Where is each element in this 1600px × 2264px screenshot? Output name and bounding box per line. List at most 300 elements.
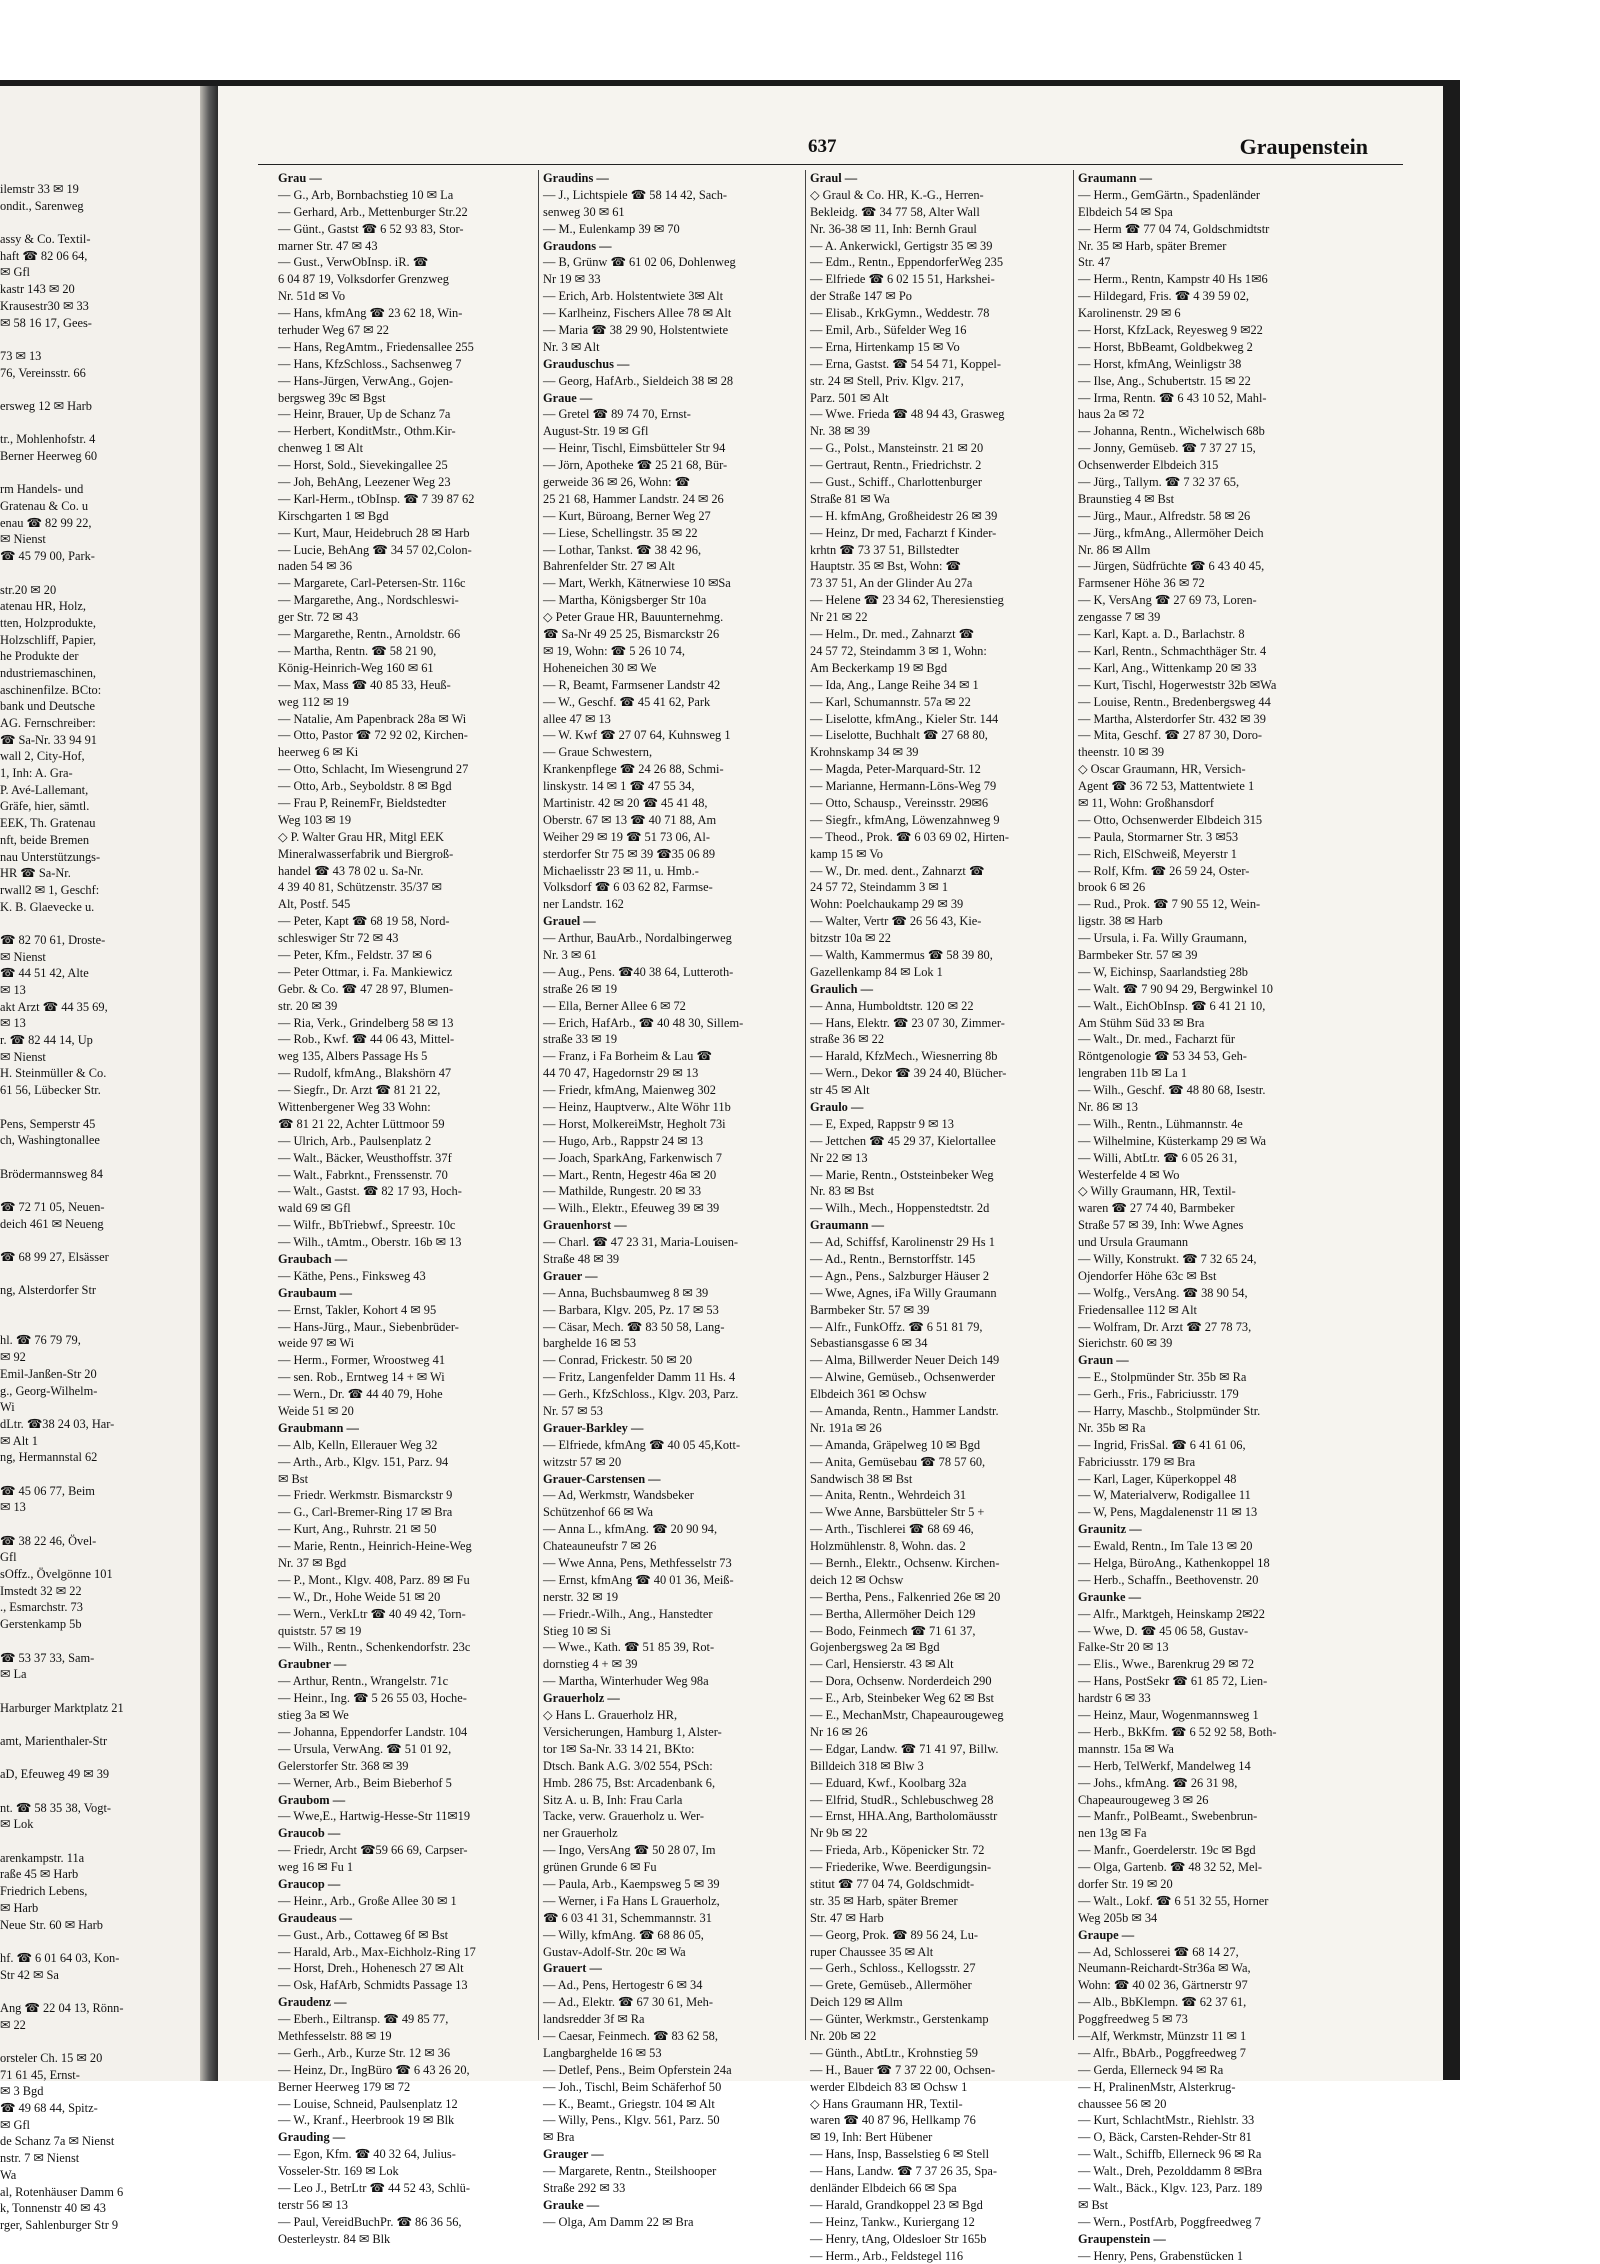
directory-entry-line (0, 915, 198, 932)
directory-entry-line: — Erich, Arb. Holstentwiete 3✉ Alt (543, 289, 724, 304)
directory-entry-line (0, 1683, 198, 1700)
surname-heading: Grauduschus — (543, 356, 630, 371)
directory-entry-line: — Werner, Arb., Beim Bieberhof 5 (278, 1775, 452, 1790)
directory-entry-line: AG. Fernschreiber: (0, 716, 96, 730)
directory-entry-line: Neue Str. 60 ✉ Harb (0, 1917, 103, 1932)
directory-entry-line: ◇ Graul & Co. HR, K.-G., Herren- (810, 187, 984, 202)
directory-entry-line: weg 112 ✉ 19 (278, 694, 349, 709)
directory-entry-line: — Heinz, Maur, Wogenmannsweg 1 (1078, 1708, 1259, 1723)
directory-entry-line: — Wwe Anna, Pens, Methfesselstr 73 (543, 1556, 732, 1571)
directory-entry-line: — Gust., VerwObInsp. iR. ☎ (278, 255, 429, 270)
directory-entry-line: ✉ Harb (0, 1900, 39, 1915)
surname-heading: Graunke — (1078, 1589, 1141, 1604)
directory-entry-line: Am Stühm Süd 33 ✉ Bra (1078, 1015, 1205, 1030)
directory-entry-line: — Willi, AbtLtr. ☎ 6 05 26 31, (1078, 1150, 1238, 1165)
directory-entry-line: — O, Bäck, Carsten-Rehder-Str 81 (1078, 2130, 1252, 2145)
directory-entry-line: weg 135, Albers Passage Hs 5 (278, 1049, 428, 1064)
directory-entry-line: — Louise, Rentn., Bredenbergsweg 44 (1078, 694, 1271, 709)
directory-entry-line: Weg 103 ✉ 19 (278, 812, 352, 827)
directory-entry-line: ✉ 11, Wohn: Großhansdorf (1078, 795, 1215, 810)
directory-entry-line: — Elisab., KrkGymn., Weddestr. 78 (810, 306, 990, 321)
directory-entry-line: he Produkte der (0, 649, 79, 664)
directory-entry-line: — Jürg., Tallym. ☎ 7 32 37 65, (1078, 475, 1240, 490)
directory-entry-line: ruper Chaussee 35 ✉ Alt (810, 1944, 934, 1959)
directory-entry-line: — G., Arb, Bornbachstieg 10 ✉ La (278, 187, 454, 202)
directory-entry-line (0, 1316, 198, 1333)
directory-entry-line: hardstr 6 ✉ 33 (1078, 1691, 1151, 1706)
directory-entry-line: rwall2 ✉ 1, Geschf: (0, 882, 100, 897)
directory-entry-line: ersweg 12 ✉ Harb (0, 398, 92, 413)
directory-entry-line: str 45 ✉ Alt (810, 1083, 870, 1098)
directory-entry-line: straße 36 ✉ 22 (810, 1032, 885, 1047)
directory-entry-line: — Carl, Hensierstr. 43 ✉ Alt (810, 1657, 954, 1672)
directory-entry-line: terhuder Weg 67 ✉ 22 (278, 323, 390, 338)
directory-entry-line: — Bodo, Feinmech ☎ 71 61 37, (810, 1623, 976, 1638)
directory-entry-line: krhtn ☎ 73 37 51, Billstedter (810, 542, 959, 557)
directory-entry-line: — Herb, TelWerkf, Mandelweg 14 (1078, 1758, 1251, 1773)
directory-entry-line: — Gerh., Schloss., Kellogsstr. 27 (810, 1961, 976, 1976)
directory-entry-line: — Herm ☎ 77 04 74, Goldschmidtstr (1078, 221, 1270, 236)
surname-heading: Grauel — (543, 914, 596, 929)
directory-entry-line: — Ernst, HHA.Ang, Bartholomäusstr (810, 1809, 998, 1824)
directory-entry-line: Martinistr. 42 ✉ 20 ☎ 45 41 48, (543, 795, 708, 810)
directory-entry-line: — Käthe, Pens., Finksweg 43 (278, 1268, 426, 1283)
directory-entry-line: — Martha, Königsberger Str 10a (543, 593, 707, 608)
directory-entry-line (0, 1716, 198, 1733)
directory-entry-line: Straße 292 ✉ 33 (543, 2180, 626, 2195)
directory-entry-line: August-Str. 19 ✉ Gfl (543, 424, 649, 439)
directory-entry-line: dLtr. ☎38 24 03, Har- (0, 1416, 115, 1431)
directory-entry-line: Kirschgarten 1 ✉ Bgd (278, 508, 389, 523)
directory-entry-line: ☎ 72 71 05, Neuen- (0, 1199, 105, 1214)
directory-entry-line: — Olga, Gartenb. ☎ 48 32 52, Mel- (1078, 1860, 1263, 1875)
directory-entry-line: — Liselotte, Buchhalt ☎ 27 68 80, (810, 728, 988, 743)
directory-entry-line: — Cäsar, Mech. ☎ 83 50 58, Lang- (543, 1319, 725, 1334)
directory-entry-line: ✉ 19, Wohn: ☎ 5 26 10 74, (543, 643, 685, 658)
directory-entry-line: — Irma, Rentn. ☎ 6 43 10 52, Mahl- (1078, 390, 1267, 405)
directory-entry-line: Nr 22 ✉ 13 (810, 1150, 868, 1165)
directory-entry-line: ☎ 49 68 44, Spitz- (0, 2101, 98, 2116)
directory-entry-line: — Johanna, Eppendorfer Landstr. 104 (278, 1724, 468, 1739)
directory-entry-line: haft ☎ 82 06 64, (0, 248, 88, 263)
directory-entry-line: — Heinr, Brauer, Up de Schanz 7a (278, 407, 451, 422)
directory-entry-line: Stieg 10 ✉ Si (543, 1623, 611, 1638)
directory-entry-line: — Friedr. Werkmstr. Bismarckstr 9 (278, 1488, 453, 1503)
directory-entry-line: Straße 57 ✉ 39, Inh: Wwe Agnes (1078, 1218, 1244, 1233)
directory-entry-line: — Kurt, Ang., Ruhrstr. 21 ✉ 50 (278, 1522, 437, 1537)
directory-entry-line: heerweg 6 ✉ Ki (278, 745, 359, 760)
surname-heading: Grauer — (543, 1268, 598, 1283)
directory-entry-line: ., Esmarchstr. 73 (0, 1600, 83, 1615)
directory-entry-line (0, 1266, 198, 1283)
directory-entry-line: — Wilh., Mech., Hoppenstedtstr. 2d (810, 1201, 990, 1216)
surname-heading: Graubach — (278, 1252, 348, 1266)
directory-entry-line: — Henry, Pens, Grabenstücken 1 (1078, 2248, 1244, 2263)
directory-entry-line: — Wwe. Frieda ☎ 48 94 43, Grasweg (810, 407, 1005, 422)
directory-entry-line: — Joach, SparkAng, Farkenwisch 7 (543, 1150, 722, 1165)
directory-entry-line: Neumann-Reichardt-Str36a ✉ Wa, (1078, 1961, 1251, 1976)
surname-heading: Graun — (1078, 1353, 1129, 1368)
directory-entry-line: Nr 19 ✉ 33 (543, 272, 601, 287)
directory-entry-line: tr., Mohlenhofstr. 4 (0, 432, 96, 447)
directory-entry-line: — Herbert, KonditMstr., Othm.Kir- (278, 424, 456, 439)
directory-entry-line: HR ☎ Sa-Nr. (0, 866, 71, 881)
directory-entry-line (0, 1833, 198, 1850)
directory-entry-line: — W, Eichinsp, Saarlandstieg 28b (1078, 964, 1249, 979)
directory-entry-line: — Louise, Schneid, Paulsenplatz 12 (278, 2096, 458, 2111)
directory-entry-line: hf. ☎ 6 01 64 03, Kon- (0, 1950, 120, 1965)
directory-entry-line: dornstieg 4 + ✉ 39 (543, 1657, 638, 1672)
directory-entry-line: — Georg, HafArb., Sieldeich 38 ✉ 28 (543, 373, 734, 388)
directory-entry-line: ☎ 81 21 22, Achter Lüttmoor 59 (278, 1116, 445, 1131)
directory-entry-line: Nr. 20b ✉ 22 (810, 2028, 877, 2043)
directory-entry-line (0, 1099, 198, 1116)
directory-entry-line: Holzschliff, Papier, (0, 632, 96, 647)
directory-entry-line: — Heinz, Hauptverw., Alte Wöhr 11b (543, 1099, 731, 1114)
directory-entry-line: aD, Efeuweg 49 ✉ 39 (0, 1767, 110, 1782)
directory-entry-line: straße 33 ✉ 19 (543, 1032, 618, 1047)
directory-entry-line: 1, Inh: A. Gra- (0, 766, 73, 781)
directory-entry-line: — Wwe, D. ☎ 45 06 58, Gustav- (1078, 1623, 1249, 1638)
directory-entry-line: — Charl. ☎ 47 23 31, Maria-Louisen- (543, 1235, 739, 1250)
directory-entry-line: — Ulrich, Arb., Paulsenplatz 2 (278, 1133, 432, 1148)
surname-heading: Graucop — (278, 1876, 341, 1891)
surname-heading: Grauger — (543, 2147, 604, 2162)
surname-heading: Graulo — (810, 1099, 864, 1114)
directory-entry-line: — Karl, Schumannstr. 57a ✉ 22 (810, 694, 971, 709)
directory-entry-line: str. 24 ✉ Stell, Priv. Klgv. 217, (810, 373, 964, 388)
directory-entry-line: — Karl, Rentn., Schmachthäger Str. 4 (1078, 643, 1267, 658)
directory-entry-line: de Schanz 7a ✉ Nienst (0, 2134, 115, 2149)
directory-entry-line: grünen Grunde 6 ✉ Fu (543, 1860, 657, 1875)
directory-entry-line: — Mart, Werkh, Kätnerwiese 10 ✉Sa (543, 576, 731, 591)
directory-entry-line: Bekleidg. ☎ 34 77 58, Alter Wall (810, 204, 980, 219)
directory-entry-line: — Olga, Am Damm 22 ✉ Bra (543, 2214, 694, 2229)
directory-entry-line: ✉ Alt 1 (0, 1433, 38, 1448)
directory-entry-line: Weiher 29 ✉ 19 ☎ 51 73 06, Al- (543, 829, 710, 844)
directory-entry-line: Nr. 86 ✉ 13 (1078, 1099, 1138, 1114)
directory-entry-line: — W, Pens, Magdalenenstr 11 ✉ 13 (1078, 1505, 1258, 1520)
directory-entry-line: bank und Deutsche (0, 699, 95, 714)
directory-entry-line: — Wwe Anne, Barsbütteler Str 5 + (810, 1505, 985, 1520)
directory-entry-line: hl. ☎ 76 79 79, (0, 1333, 81, 1348)
directory-entry-line (0, 331, 198, 348)
directory-entry-line: — Walt., Bäcker, Weusthoffstr. 37f (278, 1150, 452, 1165)
directory-entry-line: Nr. 38 ✉ 39 (810, 424, 870, 439)
directory-entry-line: — Liselotte, kfmAng., Kieler Str. 144 (810, 711, 999, 726)
directory-entry-line: — Günt., Gastst ☎ 6 52 93 83, Stor- (278, 221, 464, 236)
directory-entry-line: Chateaunеufstr 7 ✉ 26 (543, 1539, 657, 1554)
directory-entry-line: — H. kfmAng, Großheidestr 26 ✉ 39 (810, 508, 998, 523)
directory-entry-line: assy & Co. Textil- (0, 232, 91, 247)
directory-entry-line: — Edm., Rentn., EppendorferWeg 235 (810, 255, 1004, 270)
directory-entry-line: — Kurt, Tischl, Hogerweststr 32b ✉Wa (1078, 677, 1277, 692)
directory-entry-line: Str 42 ✉ Sa (0, 1967, 59, 1982)
directory-entry-line: — Wilh., Rentn., Schenkendorfstr. 23c (278, 1640, 471, 1655)
directory-entry-line: — Peter, Kapt ☎ 68 19 58, Nord- (278, 914, 450, 929)
directory-entry-line: senweg 30 ✉ 61 (543, 204, 625, 219)
directory-entry-line: — W., Dr., Hohe Weide 51 ✉ 20 (278, 1589, 441, 1604)
directory-entry-line: — Heinz, Dr., IngBüro ☎ 6 43 26 20, (278, 2062, 470, 2077)
directory-entry-line: — G., Polst., Mansteinstr. 21 ✉ 20 (810, 441, 984, 456)
directory-entry-line: — Friedr.-Wilh., Ang., Hanstedter (543, 1606, 713, 1621)
directory-entry-line: — Manfr., PolBeamt., Swebenbrun- (1078, 1809, 1258, 1824)
directory-entry-line: 73 ✉ 13 (0, 348, 42, 363)
directory-entry-line: — Rob., Kwf. ☎ 44 06 43, Mittel- (278, 1032, 455, 1047)
directory-entry-line: chenweg 1 ✉ Alt (278, 441, 364, 456)
directory-entry-line: Bahrenfelder Str. 27 ✉ Alt (543, 559, 675, 574)
column-divider (1073, 170, 1074, 2040)
directory-entry-line: — Fritz, Langenfelder Damm 11 Hs. 4 (543, 1370, 736, 1385)
surname-heading: Graupe — (1078, 1927, 1135, 1942)
directory-entry-line: Langbarghelde 16 ✉ 53 (543, 2045, 662, 2060)
directory-entry-line (0, 1466, 198, 1483)
directory-entry-line: 24 57 72, Steindamm 3 ✉ 1, Wohn: (810, 643, 987, 658)
directory-entry-line: Holzmühlenstr. 8, Wohn. das. 2 (810, 1539, 966, 1554)
directory-entry-line: k, Tonnenstr 40 ✉ 43 (0, 2201, 106, 2216)
directory-entry-line: Deich 129 ✉ Allm (810, 1995, 903, 2010)
directory-entry-line: — Martha, Alsterdorfer Str. 432 ✉ 39 (1078, 711, 1266, 726)
directory-entry-line: stitut ☎ 77 04 74, Goldschmidt- (810, 1876, 975, 1891)
directory-entry-line: ger Str. 72 ✉ 43 (278, 610, 359, 625)
directory-entry-line: — Hugo, Arb., Rappstr 24 ✉ 13 (543, 1133, 704, 1148)
directory-entry-line: — Karl, Lager, Küperkoppel 48 (1078, 1471, 1237, 1486)
directory-entry-line: — Helm., Dr. med., Zahnarzt ☎ (810, 627, 975, 642)
directory-entry-line: — Herm., Former, Wroostweg 41 (278, 1353, 446, 1368)
directory-entry-line: kamp 15 ✉ Vo (810, 846, 883, 861)
directory-entry-line: ✉ Nienst (0, 949, 46, 964)
directory-entry-line: — E., MechanMstr, Chapeaurougeweg (810, 1708, 1004, 1723)
directory-entry-line: — Walt., Schiffb, Ellerneck 96 ✉ Ra (1078, 2147, 1262, 2162)
directory-entry-line: Straße 48 ✉ 39 (543, 1252, 620, 1266)
directory-entry-line: — Johanna, Rentn., Wichelwisch 68b (1078, 424, 1265, 439)
directory-entry-line: ✉ Bst (1078, 2197, 1109, 2212)
directory-entry-line: Röntgenologie ☎ 53 34 53, Geh- (1078, 1049, 1247, 1064)
directory-entry-line: — Karl-Herm., tObInsp. ☎ 7 39 87 62 (278, 491, 475, 506)
directory-entry-line: Falke-Str 20 ✉ 13 (1078, 1640, 1169, 1655)
directory-entry-line: — Johs., kfmAng. ☎ 26 31 98, (1078, 1775, 1238, 1790)
directory-entry-line: — Harald, Grandkoppel 23 ✉ Bgd (810, 2197, 983, 2212)
directory-entry-line: — Wwe, Agnes, iFa Willy Graumann (810, 1285, 997, 1300)
directory-entry-line: ☎ 68 99 27, Elsässer (0, 1250, 109, 1264)
directory-entry-line: ligstr. 38 ✉ Harb (1078, 914, 1163, 929)
directory-entry-line: Nr. 35 ✉ Harb, später Bremer (1078, 238, 1227, 253)
directory-entry-line: — K, VersAng ☎ 27 69 73, Loren- (1078, 593, 1257, 608)
directory-entry-line: — Otto, Schlacht, Im Wiesengrund 27 (278, 762, 469, 777)
directory-entry-line: ☎ 6 03 41 31, Schemmannstr. 31 (543, 1910, 712, 1925)
directory-entry-line: — Peter, Kfm., Feldstr. 37 ✉ 6 (278, 947, 432, 962)
directory-entry-line: — Heinr., Ing. ☎ 5 26 55 03, Hoche- (278, 1691, 467, 1706)
directory-entry-line: — Walt., Dreh, Pezolddamm 8 ✉Bra (1078, 2164, 1262, 2179)
directory-entry-line: — Walter, Vertr ☎ 26 56 43, Kie- (810, 914, 982, 929)
directory-entry-line: ✉ Lok (0, 1817, 34, 1832)
directory-entry-line: Michaelisstr 23 ✉ 11, u. Hmb.- (543, 863, 699, 878)
directory-entry-line: r. ☎ 82 44 14, Up (0, 1033, 93, 1048)
directory-entry-line: — W. Kwf ☎ 27 07 64, Kuhnsweg 1 (543, 728, 731, 743)
directory-entry-line: ✉ 92 (0, 1350, 26, 1365)
directory-entry-line: Wohn: Poelchaukamp 29 ✉ 39 (810, 897, 964, 912)
surname-heading: Graucob — (278, 1826, 341, 1841)
directory-entry-line: — Hans, PostSekr ☎ 61 85 72, Lien- (1078, 1674, 1268, 1689)
directory-entry-line: — Natalie, Am Papenbrack 28a ✉ Wi (278, 711, 467, 726)
directory-entry-line: — Gust., Arb., Cottaweg 6f ✉ Bst (278, 1927, 449, 1942)
directory-entry-line: — Friederike, Wwe. Beerdigungsin- (810, 1860, 992, 1875)
directory-entry-line: — W., Geschf. ☎ 45 41 62, Park (543, 694, 711, 709)
directory-entry-line: Agent ☎ 36 72 53, Mattentwiete 1 (1078, 779, 1255, 794)
directory-entry-line: — Elfrid, StudR., Schlebuschweg 28 (810, 1792, 994, 1807)
directory-entry-line: ch, Washingtonallee (0, 1133, 100, 1148)
directory-entry-line: — Arthur, Rentn., Wrangelstr. 71c (278, 1674, 449, 1689)
directory-entry-line: Oberstr. 67 ✉ 13 ☎ 40 71 88, Am (543, 812, 717, 827)
directory-entry-line (0, 1232, 198, 1249)
directory-entry-line: Volksdorf ☎ 6 03 62 82, Farmse- (543, 880, 713, 895)
directory-entry-line (0, 415, 198, 432)
directory-entry-line: amt, Marienthaler-Str (0, 1733, 108, 1748)
directory-entry-line: K. B. Glaevecke u. (0, 899, 95, 914)
directory-entry-line: — Ilse, Ang., Schubertstr. 15 ✉ 22 (1078, 373, 1251, 388)
directory-entry-line: — Erna, Hirtenkamp 15 ✉ Vo (810, 339, 960, 354)
directory-entry-line: Dtsch. Bank A.G. 3/02 554, PSch: (543, 1758, 713, 1773)
directory-entry-line: — Heinz, Dr med, Facharzt f Kinder- (810, 525, 997, 540)
directory-entry-line: — Edgar, Landw. ☎ 71 41 97, Billw. (810, 1741, 999, 1756)
directory-entry-line: — Hans, Elektr. ☎ 23 07 30, Zimmer- (810, 1015, 1005, 1030)
directory-entry-line: Gratenau & Co. u (0, 499, 89, 514)
directory-entry-line: Parz. 501 ✉ Alt (810, 390, 889, 405)
directory-entry-line: — Mita, Geschf. ☎ 27 87 30, Doro- (1078, 728, 1263, 743)
directory-entry-line: ✉ Gfl (0, 265, 30, 280)
directory-entry-line: — Ad., Elektr. ☎ 67 30 61, Meh- (543, 1995, 713, 2010)
directory-entry-line (0, 1983, 198, 2000)
directory-entry-line: — A. Ankerwickl, Gertigstr 35 ✉ 39 (810, 238, 993, 253)
column-divider (805, 170, 806, 2040)
directory-entry-line: — Herm., Arb., Feldstegel 116 (810, 2248, 964, 2263)
directory-entry-line: Emil-Janßen-Str 20 (0, 1366, 97, 1381)
directory-entry-line: — Gerh., KfzSchloss., Klgv. 203, Parz. (543, 1387, 739, 1402)
directory-entry-line: ✉ 58 16 17, Gees- (0, 315, 92, 330)
directory-entry-line: — Theod., Prok. ☎ 6 03 69 02, Hirten- (810, 829, 1009, 844)
directory-entry-line: — Marie, Rentn., Heinrich-Heine-Weg (278, 1539, 472, 1554)
directory-entry-line: — Wilh., tAmtm., Oberstr. 16b ✉ 13 (278, 1235, 462, 1250)
directory-entry-line: marner Str. 47 ✉ 43 (278, 238, 378, 253)
directory-column-4 (1078, 170, 1336, 2264)
directory-entry-line: — Frau P, ReinemFr, Bieldstedter (278, 795, 447, 810)
surname-heading: Graue — (543, 390, 593, 405)
directory-entry-line: — Dora, Ochsenw. Norderdeich 290 (810, 1674, 992, 1689)
directory-entry-line: — Wwe., Kath. ☎ 51 85 39, Rot- (543, 1640, 715, 1655)
directory-entry-line: bitzstr 10a ✉ 22 (810, 931, 891, 946)
directory-entry-line: — Ria, Verk., Grindelberg 58 ✉ 13 (278, 1015, 454, 1030)
directory-entry-line: — Osk, HafArb, Schmidts Passage 13 (278, 1978, 468, 1993)
directory-entry-line: — Leo J., BetrLtr ☎ 44 52 43, Schlü- (278, 2180, 470, 2195)
directory-entry-line: — Amanda, Gräpelweg 10 ✉ Bgd (810, 1437, 981, 1452)
directory-entry-line: — Friedr, Archt ☎59 66 69, Carpser- (278, 1843, 468, 1858)
directory-entry-line: — Caesar, Feinmech. ☎ 83 62 58, (543, 2028, 718, 2043)
directory-entry-line: — Rudolf, kfmAng., Blakshörn 47 (278, 1066, 452, 1081)
directory-entry-line: — Jonny, Gemüseb. ☎ 7 37 27 15, (1078, 441, 1256, 456)
directory-entry-line: raße 45 ✉ Harb (0, 1867, 79, 1882)
directory-entry-line: ndustriemaschinen, (0, 665, 97, 680)
directory-entry-line (0, 2033, 198, 2050)
directory-entry-line: Gazellenkamp 84 ✉ Lok 1 (810, 964, 943, 979)
directory-entry-line: — Karl, Ang., Wittenkamp 20 ✉ 33 (1078, 660, 1257, 675)
directory-entry-line: Schützenhof 66 ✉ Wa (543, 1505, 653, 1520)
directory-entry-line: — Herb., Schaffn., Beethovenstr. 20 (1078, 1572, 1259, 1587)
directory-entry-line: — Ursula, VerwAng. ☎ 51 01 92, (278, 1741, 452, 1756)
directory-entry-line: — Agn., Pens., Salzburger Häuser 2 (810, 1268, 990, 1283)
directory-entry-line: — Arth., Tischlerei ☎ 68 69 46, (810, 1522, 974, 1537)
directory-entry-line: handel ☎ 43 78 02 u. Sa-Nr. (278, 863, 424, 878)
directory-entry-line: — Elfriede ☎ 6 02 15 51, Harkshei- (810, 272, 995, 287)
directory-entry-line: — Manfr., Goerdelerstr. 19c ✉ Bgd (1078, 1843, 1256, 1858)
directory-entry-line: — Kurt, SchlachtMstr., Riehlstr. 33 (1078, 2113, 1255, 2128)
directory-entry-line: stieg 3a ✉ We (278, 1708, 349, 1723)
directory-entry-line: Friedrich Lebens, (0, 1884, 88, 1899)
directory-entry-line: — Gerh., Fris., Fabriciusstr. 179 (1078, 1387, 1239, 1402)
directory-entry-line: — Margarethe, Ang., Nordschleswi- (278, 593, 459, 608)
directory-entry-line: der Straße 147 ✉ Po (810, 289, 912, 304)
directory-entry-line: — Helga, BüroAng., Kathenkoppel 18 (1078, 1556, 1270, 1571)
directory-entry-line: ng, Hermannstal 62 (0, 1450, 98, 1465)
directory-entry-line: — Jürgen, Südfrüchte ☎ 6 43 40 45, (1078, 559, 1265, 574)
directory-entry-line: — Ad, Werkmstr, Wandsbeker (543, 1488, 694, 1503)
directory-entry-line: ☎ 45 06 77, Beim (0, 1483, 95, 1498)
directory-entry-line: witzstr 57 ✉ 20 (543, 1454, 622, 1469)
directory-entry-line: Barmbeker Str. 57 ✉ 39 (1078, 947, 1198, 962)
directory-entry-line: str.20 ✉ 20 (0, 582, 57, 597)
directory-entry-line: — Wern., VerkLtr ☎ 40 49 42, Torn- (278, 1606, 466, 1621)
directory-entry-line: — Arth., Arb., Klgv. 151, Parz. 94 (278, 1454, 449, 1469)
directory-entry-line: — Mathilde, Rungestr. 20 ✉ 33 (543, 1184, 702, 1199)
directory-entry-line: Str. 47 (1078, 255, 1111, 270)
directory-entry-line: Nr. 86 ✉ Allm (1078, 542, 1151, 557)
directory-entry-line: — Wern., Dr. ☎ 44 40 79, Hohe (278, 1387, 443, 1402)
directory-entry-line: — Frieda, Arb., Köpenicker Str. 72 (810, 1843, 985, 1858)
directory-entry-line: atenau HR, Holz, (0, 599, 87, 614)
surname-heading: Graupenstein — (1078, 2231, 1166, 2246)
directory-entry-line: — Paula, Arb., Kaempsweg 5 ✉ 39 (543, 1876, 720, 1891)
directory-entry-line: ✉ 19, Inh: Bert Hübener (810, 2130, 933, 2145)
directory-entry-line: ilemstr 33 ✉ 19 (0, 182, 79, 196)
directory-entry-line: Wittenbergener Weg 33 Wohn: (278, 1099, 431, 1114)
directory-entry-line: Wa (0, 2167, 17, 2182)
directory-entry-line: — Detlef, Pens., Beim Opferstein 24a (543, 2062, 732, 2077)
directory-entry-line: — Wern., Dekor ☎ 39 24 40, Blücher- (810, 1066, 1007, 1081)
directory-entry-line: nau Unterstützungs- (0, 849, 101, 864)
directory-entry-line: — Bernh., Elektr., Ochsenw. Kirchen- (810, 1556, 1000, 1571)
directory-entry-line: 44 70 47, Hagedornstr 29 ✉ 13 (543, 1066, 699, 1081)
directory-entry-line: — Ella, Berner Allee 6 ✉ 72 (543, 998, 686, 1013)
directory-entry-line: — Walt., Dr. med., Facharzt für (1078, 1032, 1236, 1047)
directory-entry-line: — Wilhelmine, Küsterkamp 29 ✉ Wa (1078, 1133, 1267, 1148)
directory-entry-line: Gräfe, hier, sämtl. (0, 799, 90, 814)
directory-entry-line: — Arthur, BauArb., Nordalbingerweg (543, 931, 732, 946)
directory-entry-line: — Alma, Billwerder Neuer Deich 149 (810, 1353, 1000, 1368)
directory-entry-line: — Heinz, Tankw., Kuriergang 12 (810, 2214, 975, 2229)
directory-entry-line: nt. ☎ 58 35 38, Vogt- (0, 1800, 112, 1815)
directory-entry-line: Billdeich 318 ✉ Blw 3 (810, 1758, 924, 1773)
directory-entry-line: — Gerhard, Arb., Mettenburger Str.22 (278, 204, 468, 219)
directory-entry-line: deich 461 ✉ Neueng (0, 1216, 104, 1231)
directory-entry-line: rm Handels- und (0, 482, 84, 497)
directory-entry-line: — Conrad, Frickestr. 50 ✉ 20 (543, 1353, 693, 1368)
directory-entry-line: — E, Exped, Rappstr 9 ✉ 13 (810, 1116, 954, 1131)
directory-entry-line: EEK, Th. Gratenau (0, 816, 96, 831)
directory-entry-line: — Ida, Ang., Lange Reihe 34 ✉ 1 (810, 677, 979, 692)
directory-entry-line: — Emil, Arb., Süfelder Weg 16 (810, 323, 967, 338)
directory-entry-line: Nr 9b ✉ 22 (810, 1826, 868, 1841)
directory-entry-line: — Joh, BehAng, Leezener Weg 23 (278, 475, 451, 490)
directory-entry-line: weg 16 ✉ Fu 1 (278, 1860, 354, 1875)
